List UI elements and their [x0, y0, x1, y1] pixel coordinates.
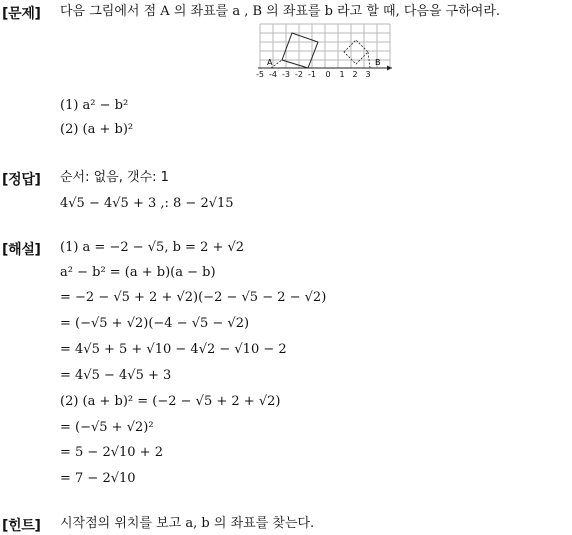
solution-line: = (−√5 + √2)(−4 − √5 − √2)	[60, 316, 250, 331]
solution-line: = 4√5 − 4√5 + 3	[60, 368, 172, 383]
solution-line: = 7 − 2√10	[60, 471, 136, 486]
hint-text: 시작점의 위치를 보고 a, b 의 좌표를 찾는다.	[60, 516, 315, 531]
solution-line: (2) (a + b)² = (−2 − √5 + 2 + √2)	[60, 394, 281, 409]
tick-label: -4	[269, 70, 277, 79]
problem-statement: 다음 그림에서 점 A 의 좌표를 a , B 의 좌표를 b 라고 할 때, 다음을 구하여라.	[60, 4, 501, 19]
tick-label: -1	[308, 70, 316, 79]
tick-label: 1	[339, 70, 345, 79]
number-line-figure	[256, 20, 396, 80]
answer-line-1: 순서: 없음, 갯수: 1	[60, 170, 169, 185]
tick-label: 0	[325, 70, 331, 79]
solution-line: = 4√5 + 5 + √10 − 4√2 − √10 − 2	[60, 342, 287, 357]
tick-label: 2	[352, 70, 358, 79]
tick-label: -5	[256, 70, 264, 79]
solution-line: = −2 − √5 + 2 + √2)(−2 − √5 − 2 − √2)	[60, 290, 327, 305]
answer-tag: [정답]	[2, 172, 41, 188]
solution-line: = (−√5 + √2)²	[60, 420, 154, 435]
solution-line: a² − b² = (a + b)(a − b)	[60, 265, 216, 280]
tick-label: 3	[365, 70, 371, 79]
solution-tag: [해설]	[2, 242, 41, 258]
problem-item-1: (1) a² − b²	[60, 98, 129, 113]
point-a-label: A	[267, 58, 273, 67]
tick-label: -2	[295, 70, 303, 79]
problem-tag: [문제]	[2, 6, 41, 22]
solution-line: (1) a = −2 − √5, b = 2 + √2	[60, 240, 245, 255]
solution-line: = 5 − 2√10 + 2	[60, 445, 163, 460]
point-b-label: B	[375, 58, 381, 67]
problem-item-2: (2) (a + b)²	[60, 122, 134, 137]
hint-tag: [힌트]	[2, 518, 41, 534]
answer-line-2: 4√5 − 4√5 + 3 ,: 8 − 2√15	[60, 196, 234, 211]
tick-label: -3	[282, 70, 290, 79]
